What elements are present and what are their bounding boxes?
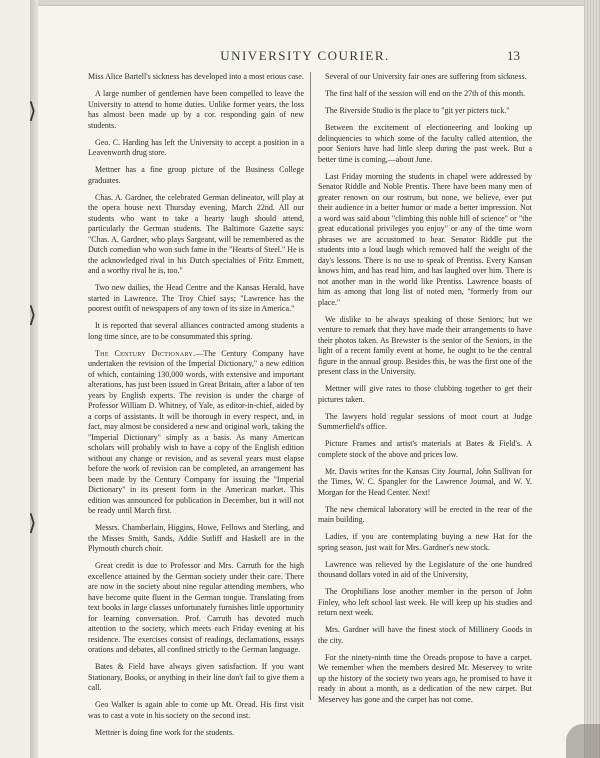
news-paragraph: Miss Alice Bartell's sickness has developed into a most erious case.	[88, 72, 304, 81]
news-paragraph: We dislike to be always speaking of those Seniors; but we venture to remark that they have made their arrangements to have their photos taken. As Brewster is the senior of the Seniors, in the light of a recent family event at home, he ought to be the central figure in the annual group. Besides this, he was the first one of the present class in the University.	[318, 314, 532, 376]
facing-page-edge	[0, 0, 31, 758]
news-paragraph: Lawrence was relieved by the Legislature of the one hundred thousand dollars voted in aid of the University,	[318, 559, 532, 579]
news-paragraph: Several of our University fair ones are suffering from sickness.	[325, 72, 527, 81]
news-paragraph: Geo Walker is again able to come up Mt. Oread. His first visit was to cast a vote in his society on the second inst.	[88, 700, 304, 720]
scanner-thumb	[566, 724, 600, 758]
news-paragraph: The new chemical laboratory will be erected in the rear of the main building.	[318, 504, 532, 524]
news-paragraph: Last Friday morning the students in chapel were addressed by Senator Riddle and Noble Prentis. There have been many men of greater renown on our rostrum, but none, we believe, ever put their audience in a better humor or made a better impression. Not a word was said about "climbing this noble hill of science" or "the great educational privileges you enjoy" or any of the time worn phrases we are accustomed to hear. Senator Riddle put the students into a loud laugh which removed half the weight of the day's lessons. There is no use to speak of Prentiss. Every Kansan knows him, and has read him, and has laughed over him. There is not another man in the world like Prentiss. Lawrence boasts of him as among that long list of noted men, "formerly from our place."	[318, 171, 532, 307]
binding-thread-mark: ⟩	[28, 302, 37, 327]
news-paragraph: Mettner is doing fine work for the students.	[95, 727, 235, 737]
news-paragraph: Ladies, if you are contemplating buying a new Hat for the spring season, just wait for Mrs. Gardner's new stock.	[318, 532, 532, 552]
news-paragraph: Two new dailies, the Head Centre and the Kansas Herald, have started in Lawrence. The Troy Chief says; "Lawrence has the poorest outfit of newspapers of any town of its size in America."	[88, 283, 304, 313]
news-paragraph: The Orophilians lose another member in the person of John Finley, who left school last week. He will keep up his studies and return next week.	[318, 587, 532, 617]
left-column	[88, 72, 304, 745]
century-dictionary-article	[88, 349, 304, 517]
news-paragraph: Chas. A. Gardner, the celebrated German delineator, will play at the opera house next Thursday evening, March 22nd. All our students who want to take a hearty laugh should attend, particularly the German students. The Baltimore Gazette says: "Chas. A. Gardner, who plays Sargeant, will be remembered as the Dutch comedian who won such fame in the "Hearts of Steel." He is the acknowledged rival in his Dutch specialties of Fritz Emmett, and a worthy rival he is, too."	[88, 192, 304, 275]
news-paragraph: Mettner will give rates to those clubbing together to get their pictures taken.	[318, 384, 532, 404]
news-paragraph: Bates & Field have always given satisfaction. If you want Stationary, Books, or anything in their line don't fail to give them a call.	[88, 662, 304, 692]
news-paragraph: Mettner has a fine group picture of the Business College graduates.	[88, 165, 304, 185]
news-paragraph: Picture Frames and artist's materials at Bates & Field's. A complete stock of the above and prices low.	[318, 439, 532, 459]
page-stack-edge	[584, 0, 600, 758]
news-paragraph: Mrs. Gardner will have the finest stock of Millinery Goods in the city.	[318, 625, 532, 645]
news-paragraph: Between the excitement of electioneering and looking up delinquencies to which some of the faculty called attention, the poor Seniors have had little sleep during the past week. But a better time is coming,—about June.	[318, 123, 532, 164]
news-paragraph: It is reported that several alliances contracted among students a long time since, are to be consummated this spring.	[88, 321, 304, 341]
article-text: —The Century Company have undertaken the revision of the Imperial Dictionary," a new edition of which, containing 130,000 words, with extensive and important alterations, has just been issued in Great Britain, after a labor of ten years by English experts. The revision is under the charge of Professor William D. Whitney, of Yale, as editor-in-chief, aided by a corps of assistants. It will be thorough in every respect, and, in fact, may almost be considered a new and original work, taking the "Imperial Dictionary" simply as a basis. As many American scholars will probably wish to have a copy of the English edition without any change or revision, and as several years must elapse before the work of revision can be completed, an arrangement has been made by the Century Company for issuing the "Imperial Dictionary" in its present form in the American market. This edition was announced for publication in December, but it will not be ready until March first.	[88, 348, 304, 515]
news-paragraph: The first half of the session will end on the 27th of this month.	[325, 89, 525, 98]
news-paragraph: The Riverside Studio is the place to "git yer picters tuck."	[325, 106, 510, 115]
news-paragraph: Mr. Davis writes for the Kansas City Journal, John Sullivan for the Times, W. C. Spangler for the Lawrence Journal, and W. Y. Morgan for the Head Center. Next!	[318, 466, 532, 497]
article-lead: The Century Dictionary.	[95, 348, 196, 358]
news-paragraph: A large number of gentlemen have been compelled to leave the University to attend to home duties. Unlike former years, the loss has almost been made up by a cor. responding gain of new students.	[88, 89, 304, 130]
page-header	[90, 48, 520, 68]
news-paragraph: The lawyers hold regular sessions of moot court at Judge Summerfield's office.	[318, 411, 532, 431]
right-column	[318, 72, 532, 712]
news-paragraph: Geo. C. Harding has left the University to accept a position in a Leavenworth drug store.	[88, 137, 304, 157]
binding-thread-mark: ⟩	[28, 510, 37, 535]
news-paragraph: Messrs. Chamberlain, Higgins, Howe, Fellows and Sterling, and the Misses Smith, Sands, Addie Sutliff and Haskell are in the Plymouth church choir.	[88, 523, 304, 553]
binding-thread-mark: ⟩	[28, 98, 37, 123]
news-paragraph: Great credit is due to Professor and Mrs. Carruth for the high excellence attained by the German society under their care. There are now in the society about nine regular attending members, who have become quite fluent in the German tongue. Translating from text books in large classes unfortunately furnishes little opportunity for learning conversation. Prof. Carruth has devoted much attention to the society, which meets each Friday evening at his residence. The exercises consist of readings, declamations, essays orations and debates, all confined strictly to the German language.	[88, 561, 304, 654]
page-number: 13	[507, 48, 520, 63]
running-title: UNIVERSITY COURIER.	[220, 48, 390, 63]
column-divider	[310, 72, 311, 700]
news-paragraph: For the ninety-ninth time the Oreads propose to have a carpet. We remember when the members desired Mr. Meservey to write up the history of the society two years ago, he promised to have it ready in about a month, as a dedication of the new carpet. But Meservey has gone and the carpet has not come.	[318, 652, 532, 704]
